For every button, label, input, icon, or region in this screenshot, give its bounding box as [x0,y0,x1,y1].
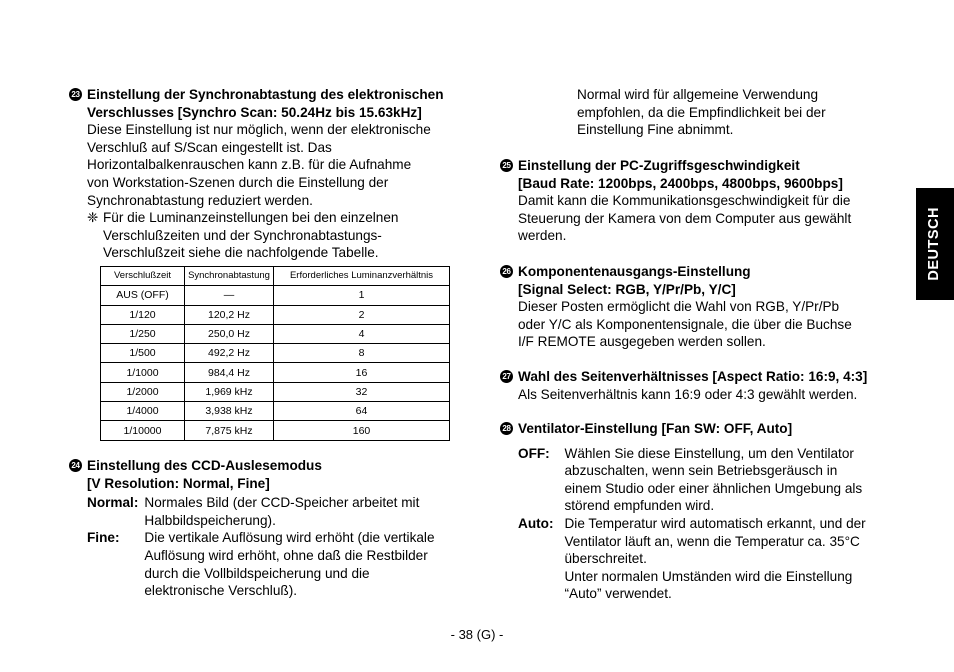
option-term-auto: Auto: [518,515,554,531]
table-cell: AUS (OFF) [101,286,185,305]
item-number-27-icon: 27 [500,370,513,383]
section-26-body [500,298,900,351]
section-27-body-line: Als Seitenverhältnis kann 16:9 oder 4:3 gewählt werden. [518,386,858,402]
section-23-body [69,121,469,209]
option-desc-line: abzuschalten, wenn sein Betriebsgeräusch in [564,463,838,479]
option-desc-line: störend empfunden wird. [564,498,715,514]
option-desc-line: “Auto” verwendet. [564,586,672,602]
section-25-body [500,192,900,245]
table-cell: — [185,286,274,305]
option-desc-normal [144,494,469,529]
continuation-line: Einstellung Fine abnimmt. [577,122,734,138]
section-25-heading [500,157,900,192]
table-cell: 1 [274,286,450,305]
section-25-body-line: werden. [518,228,567,244]
section-28 [500,420,910,603]
table-cell: 1/120 [101,305,185,324]
table-header-cell: Erforderliches Luminanzverhältnis [274,267,450,286]
section-23-heading [69,86,469,121]
item-number-23-icon: 23 [69,88,82,101]
option-desc-line: Ventilator läuft an, wenn die Temperatur ca. 35°C [564,533,860,549]
table-row [101,305,450,324]
table-row [101,382,450,401]
table-cell: 1/4000 [101,402,185,421]
section-27-heading [500,368,910,386]
table-cell: 4 [274,324,450,343]
section-26-body-line: Dieser Posten ermöglicht die Wahl von RGB, Y/Pr/Pb [518,299,840,315]
table-cell: 7,875 kHz [185,421,274,440]
section-26-title-line-1: Komponentenausgangs-Einstellung [518,264,751,279]
section-24 [69,457,469,600]
table-header-row [101,267,450,286]
section-25-body-line: Steuerung der Kamera von dem Computer aus gewählt [518,210,852,226]
section-23-body-line: von Workstation-Szenen durch die Einstellung der [87,174,389,190]
table-header-cell: Synchronabtastung [185,267,274,286]
section-25-body-line: Damit kann die Kommunikationsgeschwindigkeit für die [518,193,851,209]
option-desc-line: elektronische Verschluß). [144,583,297,599]
table-cell: 250,0 Hz [185,324,274,343]
table-cell: 1/1000 [101,363,185,382]
table-cell: 984,4 Hz [185,363,274,382]
section-23-note-line: Für die Luminanzeinstellungen bei den einzelnen [103,210,399,226]
section-26-heading [500,263,900,298]
section-26-body-line: oder Y/C als Komponentensignale, die über die Buchse [518,316,852,332]
option-desc-line: Die Temperatur wird automatisch erkannt, und der [564,515,866,531]
table-cell: 160 [274,421,450,440]
option-term-fine: Fine: [87,530,120,546]
section-24-options [69,494,469,600]
table-cell: 1/10000 [101,421,185,440]
section-26 [500,263,900,351]
section-23-title-line-1: Einstellung der Synchronabtastung des elektronischen [87,87,444,102]
page-number: - 38 (G) - [450,627,504,642]
table-cell: 1/500 [101,344,185,363]
option-desc-auto [564,515,910,603]
language-side-tab-label: DEUTSCH [926,207,943,281]
continuation-line: Normal wird für allgemeine Verwendung [577,87,819,102]
table-cell: 1/2000 [101,382,185,401]
luminance-table [100,266,450,441]
section-26-title-line-2: [Signal Select: RGB, Y/Pr/Pb, Y/C] [518,281,736,297]
section-23-body-line: Verschluß auf S/Scan eingestellt ist. Das [87,139,332,155]
table-cell: 120,2 Hz [185,305,274,324]
section-25 [500,157,900,245]
item-number-24-icon: 24 [69,459,82,472]
table-row [101,363,450,382]
section-27 [500,368,910,403]
note-asterisk-icon: ❈ [87,210,99,226]
table-row [101,344,450,363]
table-cell: 32 [274,382,450,401]
section-28-options [500,445,910,603]
section-23-body-line: Horizontalbalkenrauschen kann z.B. für die Aufnahme [87,157,412,173]
option-desc-line: Auflösung wird erhöht, ohne daß die Restbilder [144,547,428,563]
table-cell: 3,938 kHz [185,402,274,421]
option-desc-line: Die vertikale Auflösung wird erhöht (die vertikale [144,530,435,546]
section-23-body-line: Synchronabtastung reduziert werden. [87,192,313,208]
section-27-body [500,386,910,404]
section-27-title-line-1: Wahl des Seitenverhältnisses [Aspect Ratio: 16:9, 4:3] [518,369,868,384]
option-desc-fine [144,529,469,599]
section-24-title-line-2: [V Resolution: Normal, Fine] [87,475,270,491]
option-term-normal: Normal: [87,495,139,511]
section-23-note-line: Verschlußzeiten und der Synchronabtastungs- [103,227,382,243]
continuation-line: empfohlen, da die Empfindlichkeit bei der [577,104,826,120]
section-24-heading [69,457,469,492]
table-row [101,324,450,343]
table-row [101,286,450,305]
table-cell: 492,2 Hz [185,344,274,363]
table-row [101,402,450,421]
option-desc-off [564,445,910,515]
section-23 [69,86,469,262]
option-desc-line: Wählen Sie diese Einstellung, um den Ventilator [564,445,854,461]
language-side-tab [916,188,954,300]
section-24-title-line-1: Einstellung des CCD-Auslesemodus [87,458,322,473]
table-cell: 8 [274,344,450,363]
section-23-title-line-2: Verschlusses [Synchro Scan: 50.24Hz bis 15.63kHz] [87,104,422,120]
item-number-25-icon: 25 [500,159,513,172]
option-desc-line: überschreitet. [564,551,647,567]
item-number-26-icon: 26 [500,265,513,278]
option-term-off: OFF: [518,445,550,461]
section-28-title-line-1: Ventilator-Einstellung [Fan SW: OFF, Auto] [518,421,793,436]
option-desc-line: Normales Bild (der CCD-Speicher arbeitet mit [144,495,420,511]
continuation-text [577,86,897,139]
table-cell: 1/250 [101,324,185,343]
section-23-note [69,209,469,262]
table-cell: 64 [274,402,450,421]
section-26-body-line: I/F REMOTE ausgegeben werden sollen. [518,334,766,350]
section-28-heading [500,420,910,438]
table-cell: 16 [274,363,450,382]
section-23-note-line: Verschlußzeit siehe die nachfolgende Tabelle. [103,245,379,261]
table-cell: 2 [274,305,450,324]
option-desc-line: Unter normalen Umständen wird die Einstellung [564,568,853,584]
left-column [69,86,469,262]
section-25-title-line-2: [Baud Rate: 1200bps, 2400bps, 4800bps, 9600bps] [518,175,843,191]
option-desc-line: Halbbildspeicherung). [144,512,276,528]
item-number-28-icon: 28 [500,422,513,435]
table-row [101,421,450,440]
section-23-body-line: Diese Einstellung ist nur möglich, wenn der elektronische [87,122,431,138]
option-desc-line: durch die Vollbildspeicherung und die [144,565,370,581]
option-desc-line: einem Studio oder einer ähnlichen Umgebung als [564,480,863,496]
section-25-title-line-1: Einstellung der PC-Zugriffsgeschwindigkeit [518,158,800,173]
table-cell: 1,969 kHz [185,382,274,401]
table-header-cell: Verschlußzeit [101,267,185,286]
